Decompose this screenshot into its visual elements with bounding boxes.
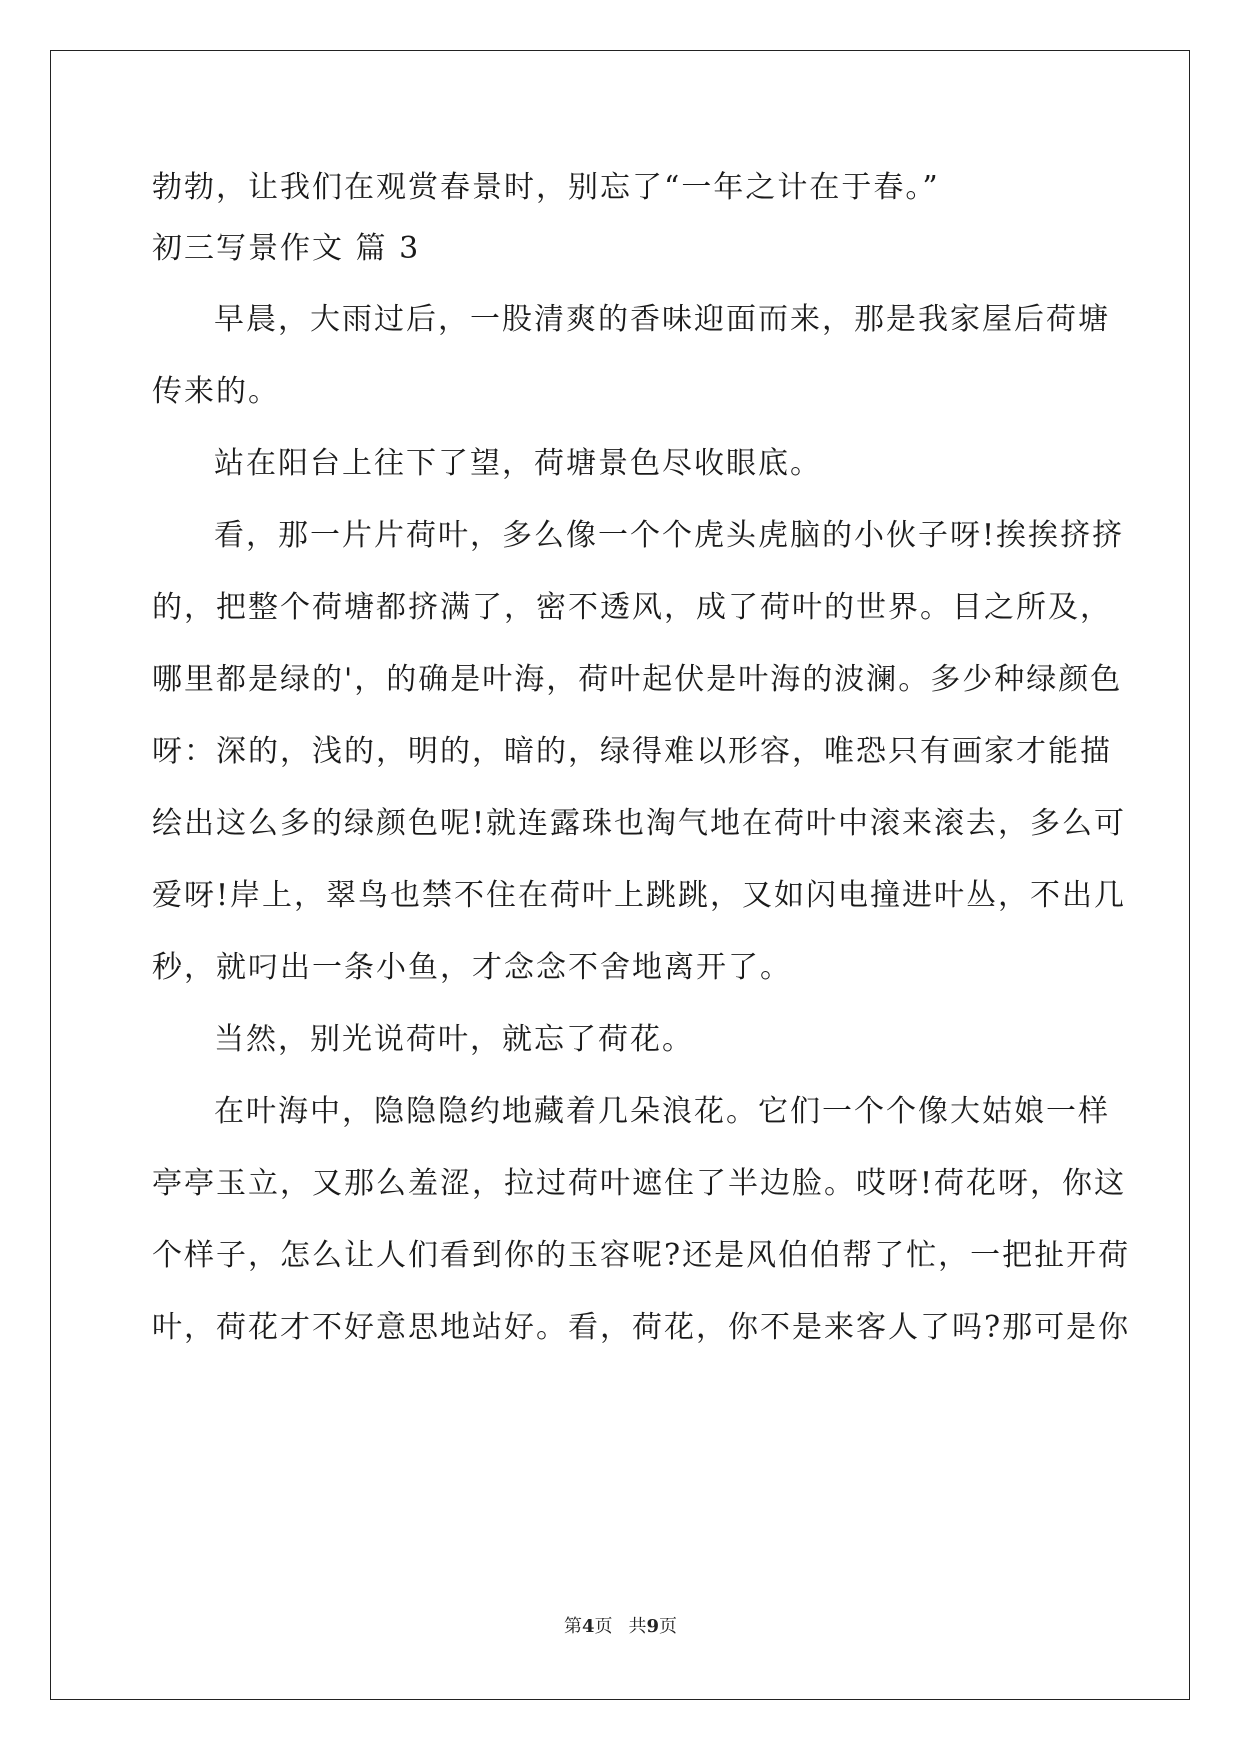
text-line: 哪里都是绿的'，的确是叶海，荷叶起伏是叶海的波澜。多少种绿颜色 bbox=[152, 662, 1123, 697]
section-heading: 初三写景作文 篇 3 bbox=[152, 231, 421, 266]
page-suffix: 页 bbox=[594, 1616, 613, 1637]
page-prefix: 第 bbox=[563, 1616, 582, 1637]
text-line: 看，那一片片荷叶，多么像一个个虎头虎脑的小伙子呀!挨挨挤挤 bbox=[214, 518, 1125, 553]
text-line: 绘出这么多的绿颜色呢!就连露珠也淘气地在荷叶中滚来滚去，多么可 bbox=[152, 806, 1127, 841]
text-line: 传来的。 bbox=[152, 374, 280, 409]
text-line: 个样子，怎么让人们看到你的玉容呢?还是风伯伯帮了忙，一把扯开荷 bbox=[152, 1238, 1131, 1273]
text-line: 早晨，大雨过后，一股清爽的香味迎面而来，那是我家屋后荷塘 bbox=[214, 302, 1110, 337]
page-footer bbox=[0, 1612, 1241, 1638]
text-line: 在叶海中，隐隐隐约地藏着几朵浪花。它们一个个像大姑娘一样 bbox=[214, 1094, 1110, 1129]
total-suffix: 页 bbox=[659, 1616, 678, 1637]
text-line: 秒，就叼出一条小鱼，才念念不舍地离开了。 bbox=[152, 950, 792, 985]
page-border bbox=[50, 50, 1190, 1700]
page-current: 4 bbox=[581, 1616, 595, 1637]
total-prefix: 共 bbox=[628, 1616, 647, 1637]
page-total: 9 bbox=[646, 1616, 660, 1637]
text-line: 的，把整个荷塘都挤满了，密不透风，成了荷叶的世界。目之所及， bbox=[152, 590, 1112, 625]
text-line: 当然，别光说荷叶，就忘了荷花。 bbox=[214, 1022, 694, 1057]
text-line: 站在阳台上往下了望，荷塘景色尽收眼底。 bbox=[214, 446, 822, 481]
text-line: 勃勃，让我们在观赏春景时，别忘了“一年之计在于春。” bbox=[152, 170, 940, 205]
text-line: 叶，荷花才不好意思地站好。看，荷花，你不是来客人了吗?那可是你 bbox=[152, 1310, 1131, 1345]
text-line: 亭亭玉立，又那么羞涩，拉过荷叶遮住了半边脸。哎呀!荷花呀，你这 bbox=[152, 1166, 1127, 1201]
text-line: 爱呀!岸上，翠鸟也禁不住在荷叶上跳跳，又如闪电撞进叶丛，不出几 bbox=[152, 878, 1127, 913]
text-line: 呀：深的，浅的，明的，暗的，绿得难以形容，唯恐只有画家才能描 bbox=[152, 734, 1112, 769]
